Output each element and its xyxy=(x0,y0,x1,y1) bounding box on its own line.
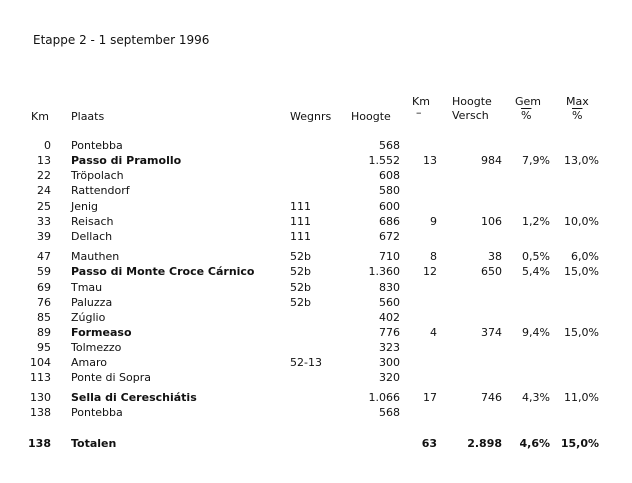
row-hoogte: 710 xyxy=(379,250,400,263)
row-km: 89 xyxy=(37,326,51,339)
row-plaats: Ponte di Sopra xyxy=(71,371,152,384)
row-plaats: Paluzza xyxy=(71,296,113,309)
row-gem: 5,4% xyxy=(522,265,550,278)
row-hoogte: 320 xyxy=(379,371,400,384)
row-km: 95 xyxy=(37,341,51,354)
table-row xyxy=(0,405,632,420)
row-plaats: Zúglio xyxy=(71,311,106,324)
row-hoogte: 560 xyxy=(379,296,400,309)
row-gem: 9,4% xyxy=(522,326,550,339)
row-hoogte: 830 xyxy=(379,281,400,294)
row-plaats: Tmau xyxy=(71,281,103,294)
row-km: 22 xyxy=(37,169,51,182)
header-seg-km-mark: – xyxy=(416,106,422,119)
row-seg-km: 8 xyxy=(430,250,437,263)
header-gem-2: % xyxy=(521,109,532,122)
row-wegnr: 52b xyxy=(290,296,311,309)
row-km: 104 xyxy=(30,356,51,369)
row-seg-km: 17 xyxy=(423,391,437,404)
row-km: 138 xyxy=(30,406,51,419)
row-hoogte: 402 xyxy=(379,311,400,324)
table-row xyxy=(0,153,632,168)
row-plaats: Formeaso xyxy=(71,326,132,339)
row-km: 130 xyxy=(30,391,51,404)
totals-gem: 4,6% xyxy=(519,437,550,450)
row-hoogte-versch: 38 xyxy=(488,250,502,263)
row-plaats: Tolmezzo xyxy=(71,341,122,354)
row-hoogte: 1.360 xyxy=(368,265,400,278)
row-plaats: Reisach xyxy=(71,215,114,228)
row-wegnr: 111 xyxy=(290,230,311,243)
row-hoogte-versch: 984 xyxy=(481,154,502,167)
table-row xyxy=(0,355,632,370)
table-row xyxy=(0,280,632,295)
row-hoogte: 300 xyxy=(379,356,400,369)
page-title: Etappe 2 - 1 september 1996 xyxy=(33,33,210,47)
row-hoogte-versch: 650 xyxy=(481,265,502,278)
row-max: 10,0% xyxy=(564,215,599,228)
header-hoogte-versch-2: Versch xyxy=(452,109,489,122)
header-plaats: Plaats xyxy=(71,110,105,123)
table-row xyxy=(0,340,632,355)
row-seg-km: 4 xyxy=(430,326,437,339)
row-hoogte: 600 xyxy=(379,200,400,213)
row-max: 6,0% xyxy=(571,250,599,263)
row-km: 69 xyxy=(37,281,51,294)
row-hoogte-versch: 746 xyxy=(481,391,502,404)
row-km: 39 xyxy=(37,230,51,243)
table-row xyxy=(0,168,632,183)
row-hoogte: 776 xyxy=(379,326,400,339)
table-row xyxy=(0,390,632,405)
row-max: 13,0% xyxy=(564,154,599,167)
header-gem-1: Gem xyxy=(515,95,542,108)
row-plaats: Tröpolach xyxy=(71,169,124,182)
table-row xyxy=(0,214,632,229)
table-row xyxy=(0,183,632,198)
table-row xyxy=(0,264,632,279)
totals-row xyxy=(0,436,632,451)
header-wegnrs: Wegnrs xyxy=(290,110,332,123)
row-max: 11,0% xyxy=(564,391,599,404)
row-seg-km: 13 xyxy=(423,154,437,167)
row-hoogte: 686 xyxy=(379,215,400,228)
row-wegnr: 111 xyxy=(290,200,311,213)
header-max-2: % xyxy=(572,109,583,122)
row-gem: 1,2% xyxy=(522,215,550,228)
row-plaats: Amaro xyxy=(71,356,107,369)
row-plaats: Pontebba xyxy=(71,139,123,152)
row-wegnr: 52-13 xyxy=(290,356,322,369)
totals-max: 15,0% xyxy=(560,437,599,450)
row-plaats: Sella di Cereschiátis xyxy=(71,391,197,404)
header-hoogte: Hoogte xyxy=(351,110,391,123)
table-row xyxy=(0,370,632,385)
table-row xyxy=(0,199,632,214)
totals-km: 138 xyxy=(28,437,51,450)
row-seg-km: 12 xyxy=(423,265,437,278)
header-seg-km: Km xyxy=(412,95,430,108)
totals-seg-km: 63 xyxy=(421,437,437,450)
row-hoogte: 1.066 xyxy=(368,391,400,404)
table-row xyxy=(0,295,632,310)
row-wegnr: 111 xyxy=(290,215,311,228)
row-km: 25 xyxy=(37,200,51,213)
totals-label: Totalen xyxy=(71,437,117,450)
row-max: 15,0% xyxy=(564,326,599,339)
row-km: 113 xyxy=(30,371,51,384)
table-row xyxy=(0,249,632,264)
row-plaats: Pontebba xyxy=(71,406,123,419)
row-wegnr: 52b xyxy=(290,250,311,263)
row-plaats: Mauthen xyxy=(71,250,120,263)
row-wegnr: 52b xyxy=(290,265,311,278)
header-hoogte-versch-1: Hoogte xyxy=(452,95,492,108)
row-plaats: Rattendorf xyxy=(71,184,130,197)
row-hoogte: 580 xyxy=(379,184,400,197)
table-row xyxy=(0,325,632,340)
row-km: 59 xyxy=(37,265,51,278)
row-km: 33 xyxy=(37,215,51,228)
row-max: 15,0% xyxy=(564,265,599,278)
header-km: Km xyxy=(31,110,49,123)
table-row xyxy=(0,310,632,325)
row-km: 76 xyxy=(37,296,51,309)
row-hoogte: 672 xyxy=(379,230,400,243)
row-hoogte: 568 xyxy=(379,139,400,152)
row-seg-km: 9 xyxy=(430,215,437,228)
row-gem: 4,3% xyxy=(522,391,550,404)
row-km: 24 xyxy=(37,184,51,197)
row-plaats: Passo di Pramollo xyxy=(71,154,182,167)
row-gem: 0,5% xyxy=(522,250,550,263)
row-km: 47 xyxy=(37,250,51,263)
totals-hoogte-versch: 2.898 xyxy=(467,437,502,450)
row-hoogte-versch: 106 xyxy=(481,215,502,228)
row-hoogte: 323 xyxy=(379,341,400,354)
row-km: 85 xyxy=(37,311,51,324)
row-hoogte: 568 xyxy=(379,406,400,419)
row-hoogte: 608 xyxy=(379,169,400,182)
table-row xyxy=(0,229,632,244)
row-plaats: Passo di Monte Croce Cárnico xyxy=(71,265,255,278)
row-plaats: Dellach xyxy=(71,230,113,243)
row-wegnr: 52b xyxy=(290,281,311,294)
row-km: 13 xyxy=(37,154,51,167)
row-hoogte: 1.552 xyxy=(368,154,400,167)
header-max-1: Max xyxy=(566,95,589,108)
row-plaats: Jenig xyxy=(71,200,99,213)
row-hoogte-versch: 374 xyxy=(481,326,502,339)
row-km: 0 xyxy=(44,139,51,152)
row-gem: 7,9% xyxy=(522,154,550,167)
table-row xyxy=(0,138,632,153)
